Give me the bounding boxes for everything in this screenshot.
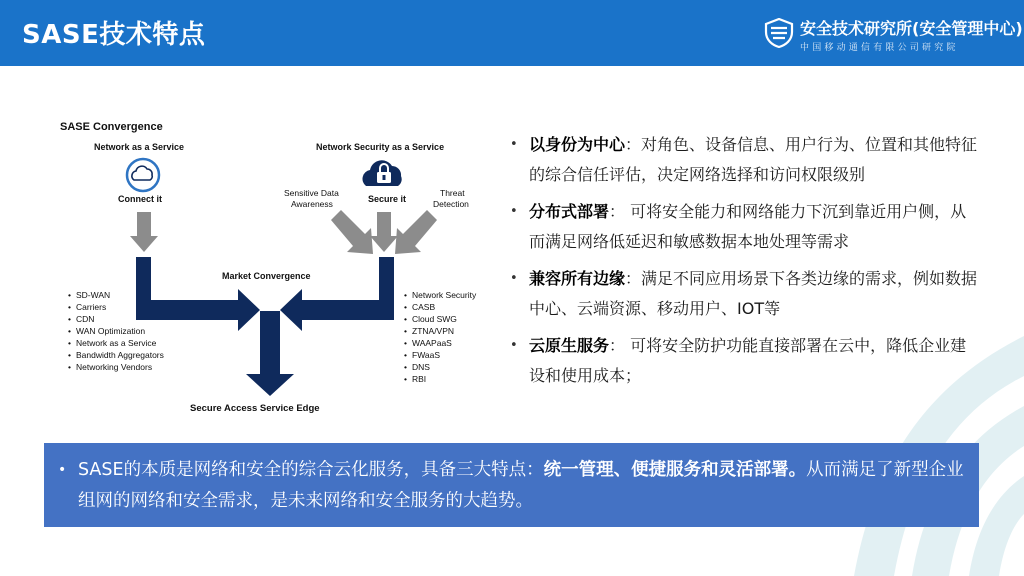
bullet-text: ： 可将安全防护功能直接部署在云中，降低企业建设和使用成本； <box>529 336 967 385</box>
secure-label: Secure it <box>368 194 407 204</box>
connect-label: Connect it <box>118 194 162 204</box>
list-item: • <box>68 338 71 348</box>
bullet-heading: 以身份为中心 <box>529 135 626 154</box>
list-item: Carriers <box>76 302 107 312</box>
list-item: Bandwidth Aggregators <box>76 350 164 360</box>
list-item: ZTNA/VPN <box>412 326 455 336</box>
summary-prefix: SASE的本质是网络和安全的综合云化服务，具备三大特点： <box>78 460 544 480</box>
org-subtitle: 中国移动通信有限公司研究院 <box>800 43 959 53</box>
list-item: CDN <box>76 314 95 324</box>
bullet-dot: • <box>510 137 518 152</box>
list-item: • <box>68 314 71 324</box>
bullet-dot: • <box>510 338 518 353</box>
list-item: WAN Optimization <box>76 326 146 336</box>
bullet-distributed <box>510 197 980 257</box>
summary-suffix: 从而满足了新型企业组网的网络和安全需求，是未来网络和安全服务的大趋势。 <box>78 460 964 511</box>
gray-arrow-diag-left <box>331 210 373 254</box>
bullet-all-edges <box>510 264 980 324</box>
bullet-text: ：满足不同应用场景下各类边缘的需求，例如数据中心、云端资源、移动用户、IOT等 <box>529 269 978 318</box>
list-item: DNS <box>412 362 430 372</box>
list-item: • <box>404 326 407 336</box>
bullet-identity-centric <box>510 130 980 190</box>
list-item: Network as a Service <box>76 338 157 348</box>
feature-bullet-list <box>510 130 980 398</box>
bullet-dot: • <box>58 462 67 478</box>
list-item: • <box>68 326 71 336</box>
list-item: SD-WAN <box>76 290 111 300</box>
market-label: Market Convergence <box>222 271 311 281</box>
list-item: • <box>68 350 71 360</box>
threat-label-1: Threat <box>440 188 465 198</box>
bullet-heading: 云原生服务 <box>529 336 610 355</box>
org-name: 安全技术研究所(安全管理中心) <box>800 19 1023 38</box>
list-item: • <box>404 362 407 372</box>
header-bar <box>0 0 1024 66</box>
list-item: • <box>404 374 407 384</box>
shield-logo-icon <box>764 18 794 48</box>
bullet-dot: • <box>510 204 518 219</box>
lock-cloud-icon <box>362 160 401 186</box>
page-title: SASE技术特点 <box>22 20 206 50</box>
list-item: RBI <box>412 374 427 384</box>
summary-box <box>44 443 979 527</box>
list-item: FWaaS <box>412 350 441 360</box>
gray-arrow-diag-right <box>395 210 437 254</box>
sensitive-label-1: Sensitive Data <box>284 188 339 198</box>
list-item: Network Security <box>412 290 477 300</box>
bullet-heading: 分布式部署 <box>529 202 610 221</box>
list-item: • <box>404 302 407 312</box>
cloud-icon <box>127 159 159 191</box>
list-item: WAAPaaS <box>412 338 452 348</box>
gray-arrow-center <box>370 212 398 252</box>
summary-highlight: 统一管理、便捷服务和灵活部署。 <box>543 460 807 480</box>
list-item: • <box>68 302 71 312</box>
list-item: • <box>68 362 71 372</box>
list-item: Networking Vendors <box>76 362 153 372</box>
edge-label: Secure Access Service Edge <box>190 403 320 414</box>
sase-convergence-diagram <box>50 112 500 422</box>
list-item: Cloud SWG <box>412 314 457 324</box>
bullet-text: ： 可将安全能力和网络能力下沉到靠近用户侧，从而满足网络低延迟和敏感数据本地处理等需求 <box>529 202 967 251</box>
list-item: CASB <box>412 302 436 312</box>
security-service-title: Network Security as a Service <box>316 142 445 152</box>
network-service-title: Network as a Service <box>94 142 185 152</box>
bullet-text: ：对角色、设备信息、用户行为、位置和其他特征的综合信任评估，决定网络选择和访问权限级别 <box>529 135 978 184</box>
gray-arrow-left <box>130 212 158 252</box>
list-item: • <box>404 314 407 324</box>
diagram-title: SASE Convergence <box>60 121 163 133</box>
bullet-dot: • <box>510 271 518 286</box>
list-item: • <box>404 290 407 300</box>
sensitive-label-2: Awareness <box>291 199 333 209</box>
security-items-list <box>404 290 477 384</box>
bullet-cloud-native <box>510 331 980 391</box>
threat-label-2: Detection <box>433 199 469 209</box>
bullet-heading: 兼容所有边缘 <box>529 269 626 288</box>
list-item: • <box>404 350 407 360</box>
list-item: • <box>68 290 71 300</box>
list-item: • <box>404 338 407 348</box>
